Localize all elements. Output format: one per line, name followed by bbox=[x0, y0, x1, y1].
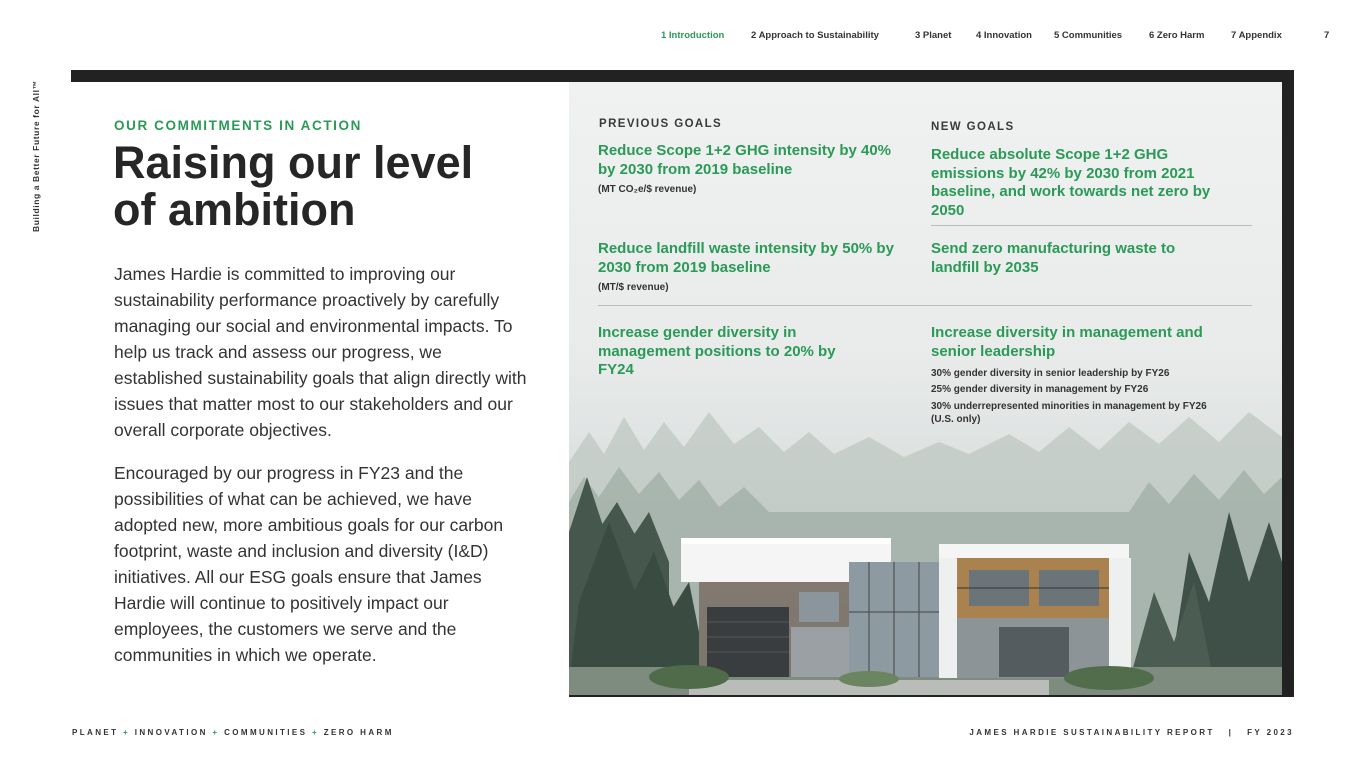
new-goal-diversity-note-3: 30% underrepresented minorities in management by FY26 (U.S. only) bbox=[931, 401, 1207, 425]
previous-goal-ghg: Reduce Scope 1+2 GHG intensity by 40% by 2030 from 2019 baseline bbox=[598, 142, 892, 178]
frame-top-bar bbox=[71, 70, 1294, 82]
footer-plus-1: + bbox=[123, 728, 131, 737]
goals-image-panel bbox=[569, 82, 1282, 695]
nav-item-appendix[interactable]: 7 Appendix bbox=[1231, 30, 1282, 41]
page-title bbox=[113, 139, 553, 233]
footer-report-title bbox=[969, 728, 1294, 737]
new-goal-diversity-note-2: 25% gender diversity in management by FY26 bbox=[931, 384, 1149, 395]
row-divider-1 bbox=[931, 225, 1252, 226]
nav-item-planet[interactable]: 3 Planet bbox=[915, 30, 952, 41]
nav-item-introduction[interactable]: 1 Introduction bbox=[661, 30, 725, 41]
new-goal-diversity: Increase diversity in management and senior leadership bbox=[931, 324, 1203, 360]
nav-item-innovation[interactable]: 4 Innovation bbox=[976, 30, 1032, 41]
frame-right-bar bbox=[1282, 70, 1294, 697]
previous-goals-heading: PREVIOUS GOALS bbox=[599, 118, 723, 130]
side-tagline: Building a Better Future for All™ bbox=[31, 80, 41, 232]
footer-year: FY 2023 bbox=[1247, 728, 1294, 737]
intro-paragraph-1: James Hardie is committed to improving our sustainability performance proactively by carefully managing our social and environmental impacts. To help us track and assess our progress, we established sustainability goals that align directly with issues that matter most to our stakeholders and our overall corporate objectives. bbox=[114, 264, 527, 440]
footer-plus-2: + bbox=[212, 728, 220, 737]
previous-goal-waste-note: (MT/$ revenue) bbox=[598, 282, 669, 293]
top-navigation bbox=[0, 30, 1365, 44]
new-goal-diversity-note-1: 30% gender diversity in senior leadership by FY26 bbox=[931, 368, 1170, 379]
footer-report-name: JAMES HARDIE SUSTAINABILITY REPORT bbox=[969, 728, 1215, 737]
footer-separator: | bbox=[1228, 728, 1234, 737]
footer-plus-3: + bbox=[312, 728, 320, 737]
footer-innovation: INNOVATION bbox=[134, 728, 208, 737]
nav-item-approach[interactable]: 2 Approach to Sustainability bbox=[751, 30, 879, 41]
previous-goal-ghg-note: (MT CO₂e/$ revenue) bbox=[598, 184, 697, 195]
row-divider-2 bbox=[598, 305, 1252, 306]
footer-communities: COMMUNITIES bbox=[224, 728, 308, 737]
previous-goal-waste: Reduce landfill waste intensity by 50% by 2030 from 2019 baseline bbox=[598, 240, 894, 276]
new-goals-heading: NEW GOALS bbox=[931, 121, 1015, 133]
footer-zero-harm: ZERO HARM bbox=[323, 728, 394, 737]
title-line-2: of ambition bbox=[113, 184, 356, 235]
new-goal-ghg: Reduce absolute Scope 1+2 GHG emissions by 42% by 2030 from 2021 baseline, and work towards net zero by 2050 bbox=[931, 146, 1211, 219]
page-number: 7 bbox=[1324, 30, 1330, 41]
previous-goal-diversity: Increase gender diversity in management positions to 20% by FY24 bbox=[598, 324, 836, 378]
new-goal-waste: Send zero manufacturing waste to landfill by 2035 bbox=[931, 240, 1176, 276]
nav-item-zero-harm[interactable]: 6 Zero Harm bbox=[1149, 30, 1205, 41]
intro-paragraph-2: Encouraged by our progress in FY23 and the possibilities of what can be achieved, we have adopted new, more ambitious goals for our carbon footprint, waste and inclusion and diversity (I&D) initiatives. All our ESG goals ensure that James Hardie will continue to positively impact our employees, the customers we serve and the communities in which we operate. bbox=[114, 463, 504, 665]
frame-bottom-bar bbox=[569, 695, 1294, 697]
footer-pillars bbox=[72, 728, 394, 737]
section-eyebrow: OUR COMMITMENTS IN ACTION bbox=[114, 118, 362, 133]
nav-item-communities[interactable]: 5 Communities bbox=[1054, 30, 1123, 41]
title-line-1: Raising our level bbox=[113, 137, 474, 188]
footer-planet: PLANET bbox=[72, 728, 119, 737]
